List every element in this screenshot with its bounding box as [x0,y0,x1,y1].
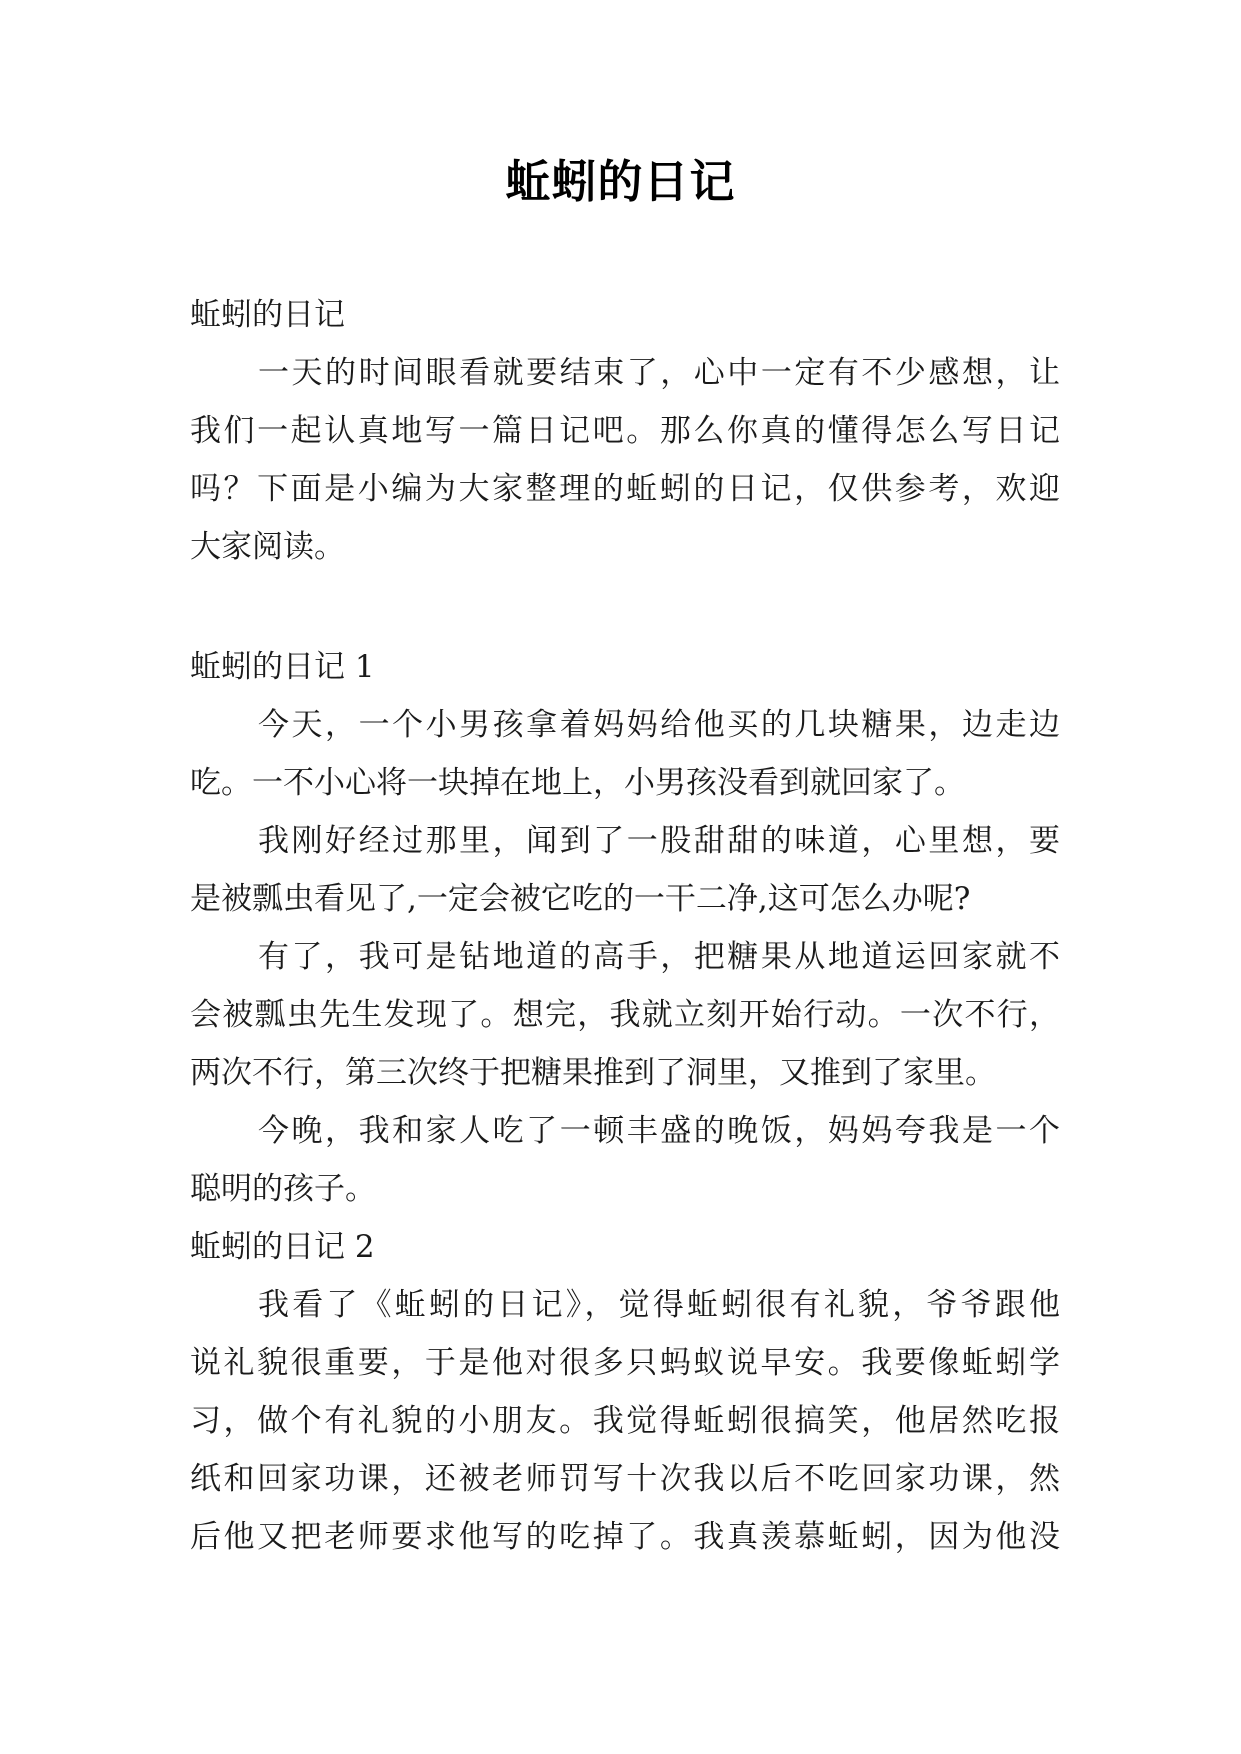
intro-line: 一天的时间眼看就要结束了，心中一定有不少感想，让 [258,355,1060,391]
intro-line: 我们一起认真地写一篇日记吧。那么你真的懂得怎么写日记 [190,413,1060,449]
diary1-paragraph3-line: 有了，我可是钻地道的高手，把糖果从地道运回家就不 [258,939,1060,975]
diary1-paragraph1-line: 今天，一个小男孩拿着妈妈给他买的几块糖果，边走边 [258,707,1060,743]
diary2-paragraph1-line: 纸和回家功课，还被老师罚写十次我以后不吃回家功课，然 [190,1461,1060,1497]
diary1-paragraph4-line: 聪明的孩子。 [190,1171,376,1207]
diary1-paragraph2-line: 我刚好经过那里，闻到了一股甜甜的味道，心里想，要 [258,823,1060,859]
diary2-paragraph1-line: 后他又把老师要求他写的吃掉了。我真羡慕蚯蚓，因为他没 [190,1519,1060,1555]
intro-line: 吗？下面是小编为大家整理的蚯蚓的日记，仅供参考，欢迎 [190,471,1060,507]
diary1-paragraph1-line: 吃。一不小心将一块掉在地上，小男孩没看到就回家了。 [190,765,965,801]
section-spacer [190,576,1060,638]
document-title: 蚯蚓的日记 [505,155,736,208]
intro-line: 大家阅读。 [190,529,345,565]
document-body [190,286,1060,1566]
diary1-paragraph3-line: 两次不行，第三次终于把糖果推到了洞里，又推到了家里。 [190,1055,996,1091]
diary1-paragraph3-line: 会被瓢虫先生发现了。想完，我就立刻开始行动。一次不行， [190,997,1060,1033]
diary1-heading: 蚯蚓的日记 1 [190,649,375,685]
diary1-paragraph2-line: 是被瓢虫看见了,一定会被它吃的一干二净,这可怎么办呢? [190,881,971,917]
intro-heading: 蚯蚓的日记 [190,297,345,333]
diary2-paragraph1-line: 习，做个有礼貌的小朋友。我觉得蚯蚓很搞笑，他居然吃报 [190,1403,1060,1439]
diary2-heading: 蚯蚓的日记 2 [190,1229,375,1265]
diary2-paragraph1-line: 说礼貌很重要，于是他对很多只蚂蚁说早安。我要像蚯蚓学 [190,1345,1060,1381]
diary2-paragraph1-line: 我看了《蚯蚓的日记》，觉得蚯蚓很有礼貌，爷爷跟他 [258,1287,1060,1323]
diary1-paragraph4-line: 今晚，我和家人吃了一顿丰盛的晚饭，妈妈夸我是一个 [258,1113,1060,1149]
